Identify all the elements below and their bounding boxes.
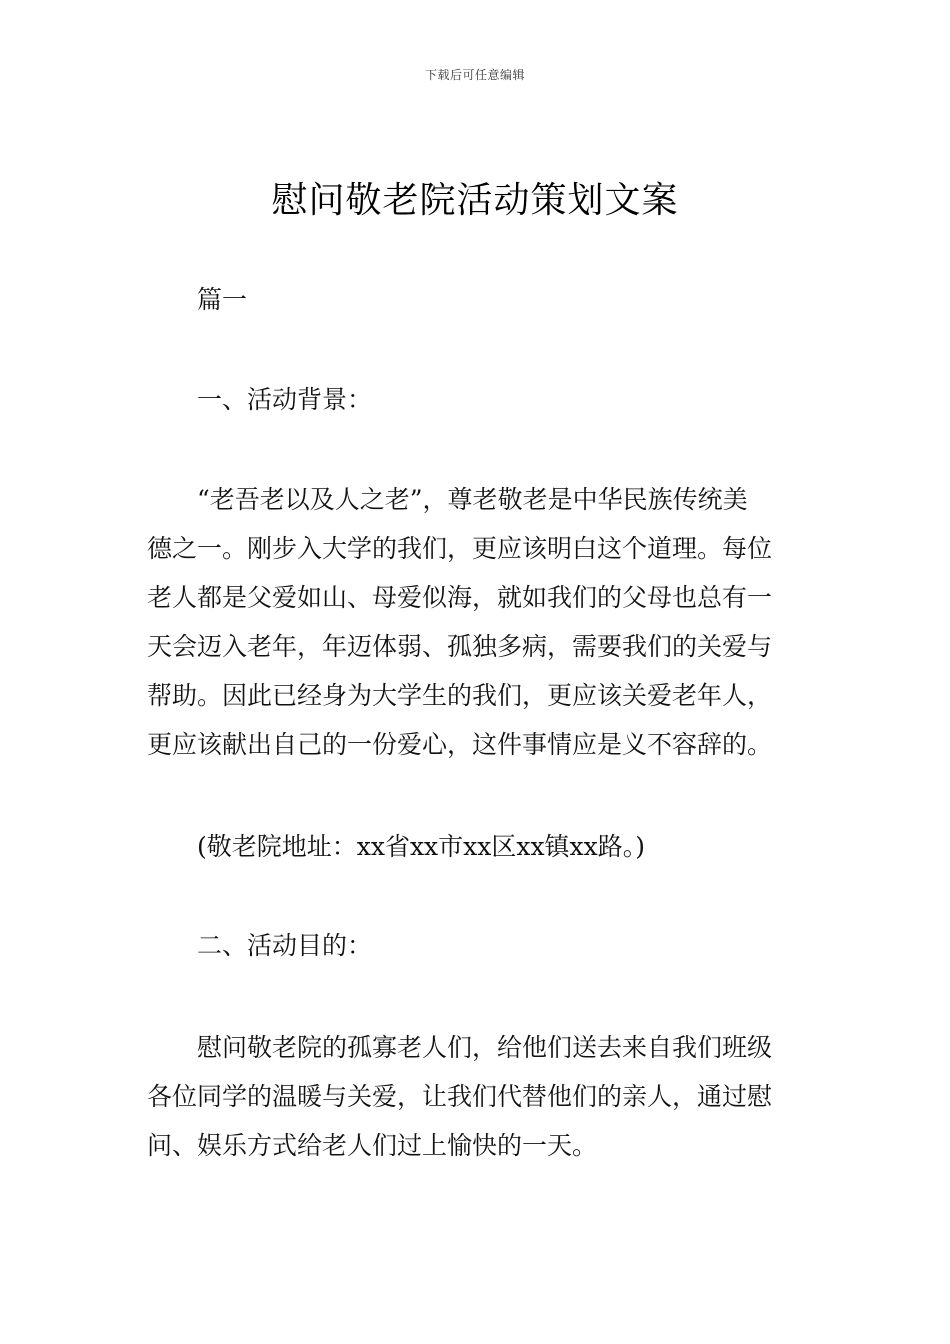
paragraph-line: 更应该献出自己的一份爱心，这件事情应是义不容辞的。 bbox=[147, 730, 773, 759]
section-label: 篇一 bbox=[197, 285, 248, 314]
paragraph-line: 各位同学的温暖与关爱，让我们代替他们的亲人，通过慰 bbox=[147, 1082, 773, 1111]
paragraph-line: 慰问敬老院的孤寡老人们，给他们送去来自我们班级 bbox=[197, 1033, 773, 1062]
document-title: 慰问敬老院活动策划文案 bbox=[271, 180, 679, 221]
paragraph-line: 天会迈入老年，年迈体弱、孤独多病，需要我们的关爱与 bbox=[147, 632, 773, 661]
paragraph-background bbox=[147, 475, 807, 769]
paragraph-line: 德之一。刚步入大学的我们，更应该明白这个道理。每位 bbox=[147, 534, 773, 563]
paragraph-purpose bbox=[147, 1023, 807, 1170]
paragraph-line: 老人都是父爱如山、母爱似海，就如我们的父母也总有一 bbox=[147, 583, 773, 612]
paragraph-line: 问、娱乐方式给老人们过上愉快的一天。 bbox=[147, 1131, 598, 1160]
heading-background: 一、活动背景： bbox=[197, 385, 373, 414]
header-note: 下载后可任意编辑 bbox=[424, 68, 525, 82]
paragraph-line: “老吾老以及人之老”，尊老敬老是中华民族传统美 bbox=[197, 485, 748, 514]
paragraph-line: 帮助。因此已经身为大学生的我们，更应该关爱老年人， bbox=[147, 681, 773, 710]
heading-purpose: 二、活动目的： bbox=[197, 931, 373, 960]
address-note: (敬老院地址：xx省xx市xx区xx镇xx路。) bbox=[197, 832, 645, 861]
